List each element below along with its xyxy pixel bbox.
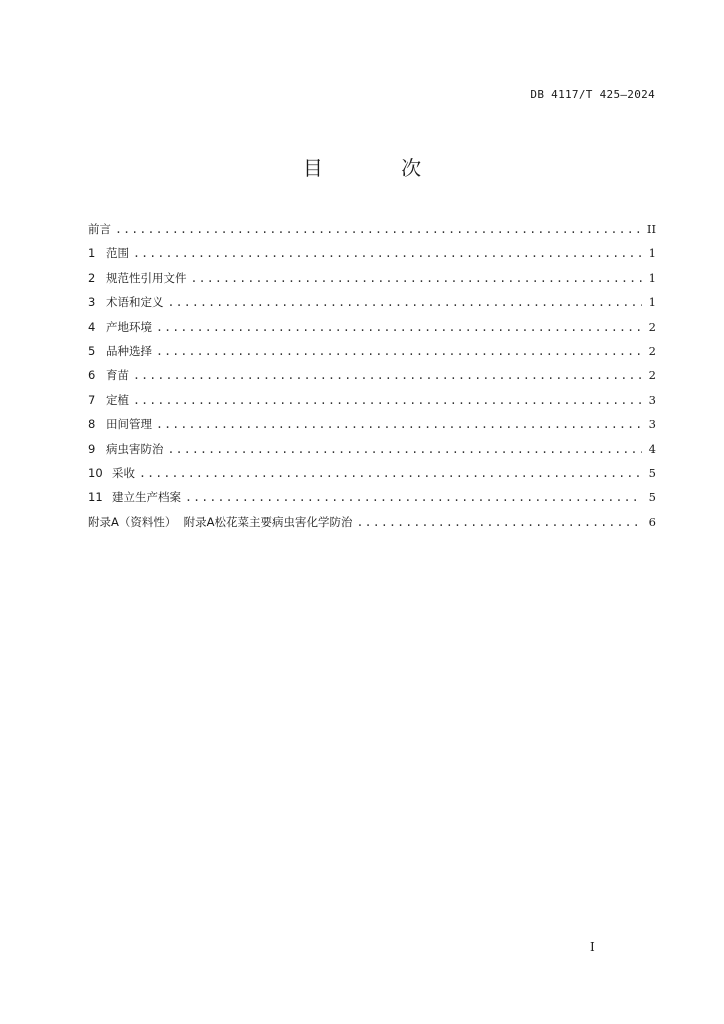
toc-leader-dots <box>115 219 642 239</box>
toc-entry-number: 8 <box>88 417 96 432</box>
toc-entry-label: 附录A（资料性） 附录A松花菜主要病虫害化学防治 <box>88 514 353 529</box>
toc-entry-page: 5 <box>648 490 656 505</box>
toc-leader-dots <box>133 243 642 263</box>
toc-entry-label: 育苗 <box>106 368 129 383</box>
toc-leader-dots <box>156 414 642 434</box>
toc-entry-number: 1 <box>88 246 96 261</box>
toc-entry-production-records[interactable] <box>88 487 656 511</box>
toc-entry-page: 4 <box>648 441 656 456</box>
toc-entry-label: 规范性引用文件 <box>106 270 187 285</box>
toc-entry-appendix-a[interactable] <box>88 512 656 536</box>
toc-entry-variety-selection[interactable] <box>88 341 656 365</box>
toc-leader-dots <box>168 292 643 312</box>
toc-entry-number: 4 <box>88 319 96 334</box>
toc-entry-number: 11 <box>88 490 103 505</box>
toc-entry-label: 产地环境 <box>106 319 152 334</box>
toc-entry-number: 10 <box>88 465 103 480</box>
toc-entry-label: 范围 <box>106 246 129 261</box>
toc-leader-dots <box>156 341 642 361</box>
toc-entry-pest-control[interactable] <box>88 439 656 463</box>
toc-entry-field-management[interactable] <box>88 414 656 438</box>
toc-entry-page: 6 <box>648 514 656 529</box>
toc-leader-dots <box>191 268 643 288</box>
toc-entry-seedling-raising[interactable] <box>88 365 656 389</box>
toc-entry-label: 定植 <box>106 392 129 407</box>
toc-entry-number: 5 <box>88 343 96 358</box>
toc-entry-number: 2 <box>88 270 96 285</box>
toc-entry-production-environment[interactable] <box>88 317 656 341</box>
toc-entry-page: 5 <box>648 465 656 480</box>
toc-entry-page: 2 <box>648 368 656 383</box>
toc-entry-page: II <box>646 222 656 236</box>
toc-entry-number: 6 <box>88 368 96 383</box>
table-of-contents <box>88 219 656 536</box>
toc-entry-page: 1 <box>648 295 656 310</box>
toc-entry-page: 2 <box>648 319 656 334</box>
toc-leader-dots <box>139 463 642 483</box>
toc-entry-label: 建立生产档案 <box>112 490 181 505</box>
toc-entry-label: 采收 <box>112 465 135 480</box>
toc-leader-dots <box>133 390 642 410</box>
doc-code: DB 4117/T 425—2024 <box>530 88 655 101</box>
toc-entry-number: 3 <box>88 295 96 310</box>
toc-entry-terms-definitions[interactable] <box>88 292 656 316</box>
toc-entry-scope[interactable] <box>88 243 656 267</box>
toc-title: 目 次 <box>302 156 458 180</box>
toc-entry-page: 2 <box>648 343 656 358</box>
toc-leader-dots <box>133 365 642 385</box>
toc-entry-harvest[interactable] <box>88 463 656 487</box>
page-number: I <box>590 940 595 954</box>
toc-entry-label: 品种选择 <box>106 343 152 358</box>
toc-leader-dots <box>357 512 642 532</box>
toc-leader-dots <box>185 487 642 507</box>
toc-entry-normative-references[interactable] <box>88 268 656 292</box>
toc-entry-number: 9 <box>88 441 96 456</box>
toc-leader-dots <box>168 439 643 459</box>
toc-entry-label: 术语和定义 <box>106 295 164 310</box>
toc-entry-foreword[interactable] <box>88 219 656 243</box>
toc-leader-dots <box>156 317 642 337</box>
toc-entry-page: 3 <box>648 392 656 407</box>
toc-entry-page: 3 <box>648 417 656 432</box>
toc-entry-page: 1 <box>648 246 656 261</box>
toc-entry-transplanting[interactable] <box>88 390 656 414</box>
toc-entry-label: 田间管理 <box>106 417 152 432</box>
toc-entry-number: 7 <box>88 392 96 407</box>
toc-entry-label: 前言 <box>88 222 111 236</box>
toc-entry-label: 病虫害防治 <box>106 441 164 456</box>
toc-entry-page: 1 <box>648 270 656 285</box>
